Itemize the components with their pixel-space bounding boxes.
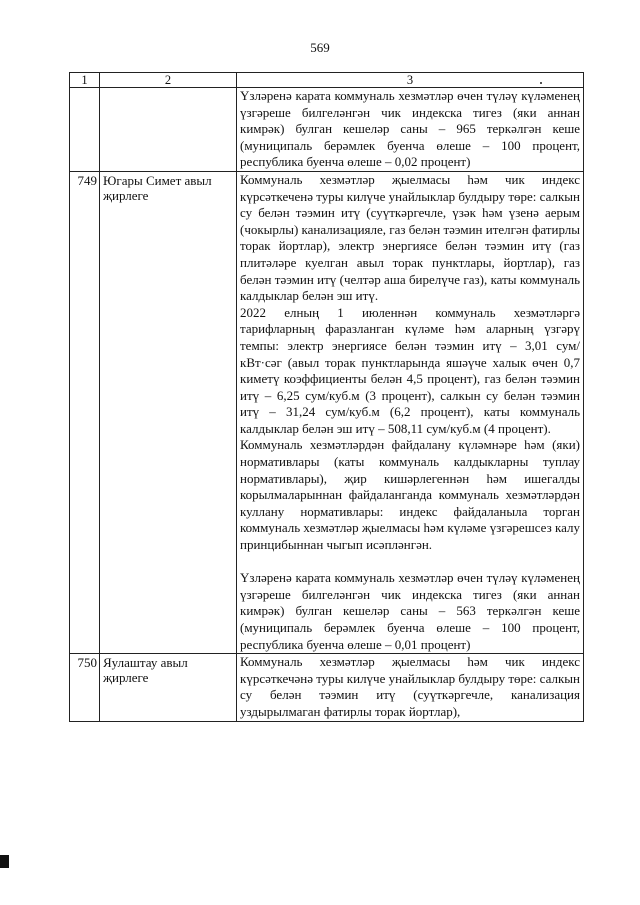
settlement-name: Яулаштау авыл җирлеге xyxy=(100,654,237,721)
row-number xyxy=(70,88,100,172)
page-number: 569 xyxy=(310,40,330,55)
row-number: 749 xyxy=(70,171,100,653)
header-col-3: 3 xyxy=(237,73,584,88)
paragraph: Үзләренә карата коммуналь хезмәтләр өчен түләү күләменең үзгәреше билгеләнгән чик индекска тигез (яки аннан кимрәк) булган кешеләр саны – 965 теркәлгән кеше (муниципаль берәмлек буенча өлеше – 100 процент, республика буенча өлеше – 0,02 процент) xyxy=(240,88,580,170)
paragraph: Коммуналь хезмәтләр җыелмасы һәм чик индекс күрсәткечәнә туры килүче унайлыклар булдыру төре: салкын су белән тәэмин итү (суүткәргечле, канализация уздырылмаган фатирлы торак йортлар), xyxy=(240,654,580,719)
table-row xyxy=(70,654,584,721)
row-description xyxy=(237,171,584,653)
paragraph: Үзләренә карата коммуналь хезмәтләр өчен түләү күләменең үзгәреше билгеләнгән чик индекска тигез (яки аннан кимрәк) булган кешеләр саны – 563 теркәлгән кеше (муниципаль берәмлек буенча өлеше – 100 процент, республика буенча өлеше – 0,01 процент) xyxy=(240,570,580,652)
row-number: 750 xyxy=(70,654,100,721)
document-table xyxy=(69,72,584,722)
header-col-2: 2 xyxy=(100,73,237,88)
blank-line xyxy=(240,554,580,571)
scan-margin-mark xyxy=(0,855,9,868)
row-description xyxy=(237,654,584,721)
header-col-1: 1 xyxy=(70,73,100,88)
paragraph: Коммуналь хезмәтләр җыелмасы һәм чик индекс күрсәткеченә туры килүче унайлыклар булдыру төре: салкын су белән тәэмин итү (суүткәргечле, үзәк һәм үзенә аерым (чокырлы) канализацияле, газ белән тәэмин ителгән фатирлы торак йортлар), электр энергиясе белән тәэмин итү (газ плитәләре куелган авыл торак пунктлары, йортлар), газ белән тәэмин итү (челтәр аша бирелүче газ), каты коммуналь калдыклар белән эш итү. xyxy=(240,171,580,304)
table-row xyxy=(70,88,584,172)
paragraph: 2022 елның 1 июленнән коммуналь хезмәтләргә тарифларның фаразланган күләме һәм аларның үзгәрү темпы: электр энергиясе белән тәэмин итү – 3,01 сум/кВт·сәг (авыл торак пунктларында яшәүче халык өчен 0,7 киметү коэффициенты белән 4,5 процент), газ белән тәэмин итү – 6,25 сум/куб.м (3 процент), салкын су белән тәэмин итү – 31,24 сум/куб.м (6,2 процент), каты коммуналь калдыклар белән эш итү – 508,11 сум/куб.м (4 процент). xyxy=(240,304,580,436)
table-header-row xyxy=(70,73,584,88)
row-description xyxy=(237,88,584,172)
table-row xyxy=(70,171,584,653)
settlement-name xyxy=(100,88,237,172)
paragraph: Коммуналь хезмәтләрдән файдалану күләмнәре һәм (яки) нормативлары (каты коммуналь калдыкларны туплау нормативлары), җир кишәрлегеннән һәм ишегалды корылмаларыннан файдаланганда коммуналь хезмәтләрдән куллану нормативлары: индекс файдаланыла торган коммуналь хезмәтләр җыелмасы һәм күләме үзгәрешсез калу принцибыннан чыгып исәпләнгән. xyxy=(240,437,580,553)
settlement-name: Югары Симет авыл җирлеге xyxy=(100,171,237,653)
